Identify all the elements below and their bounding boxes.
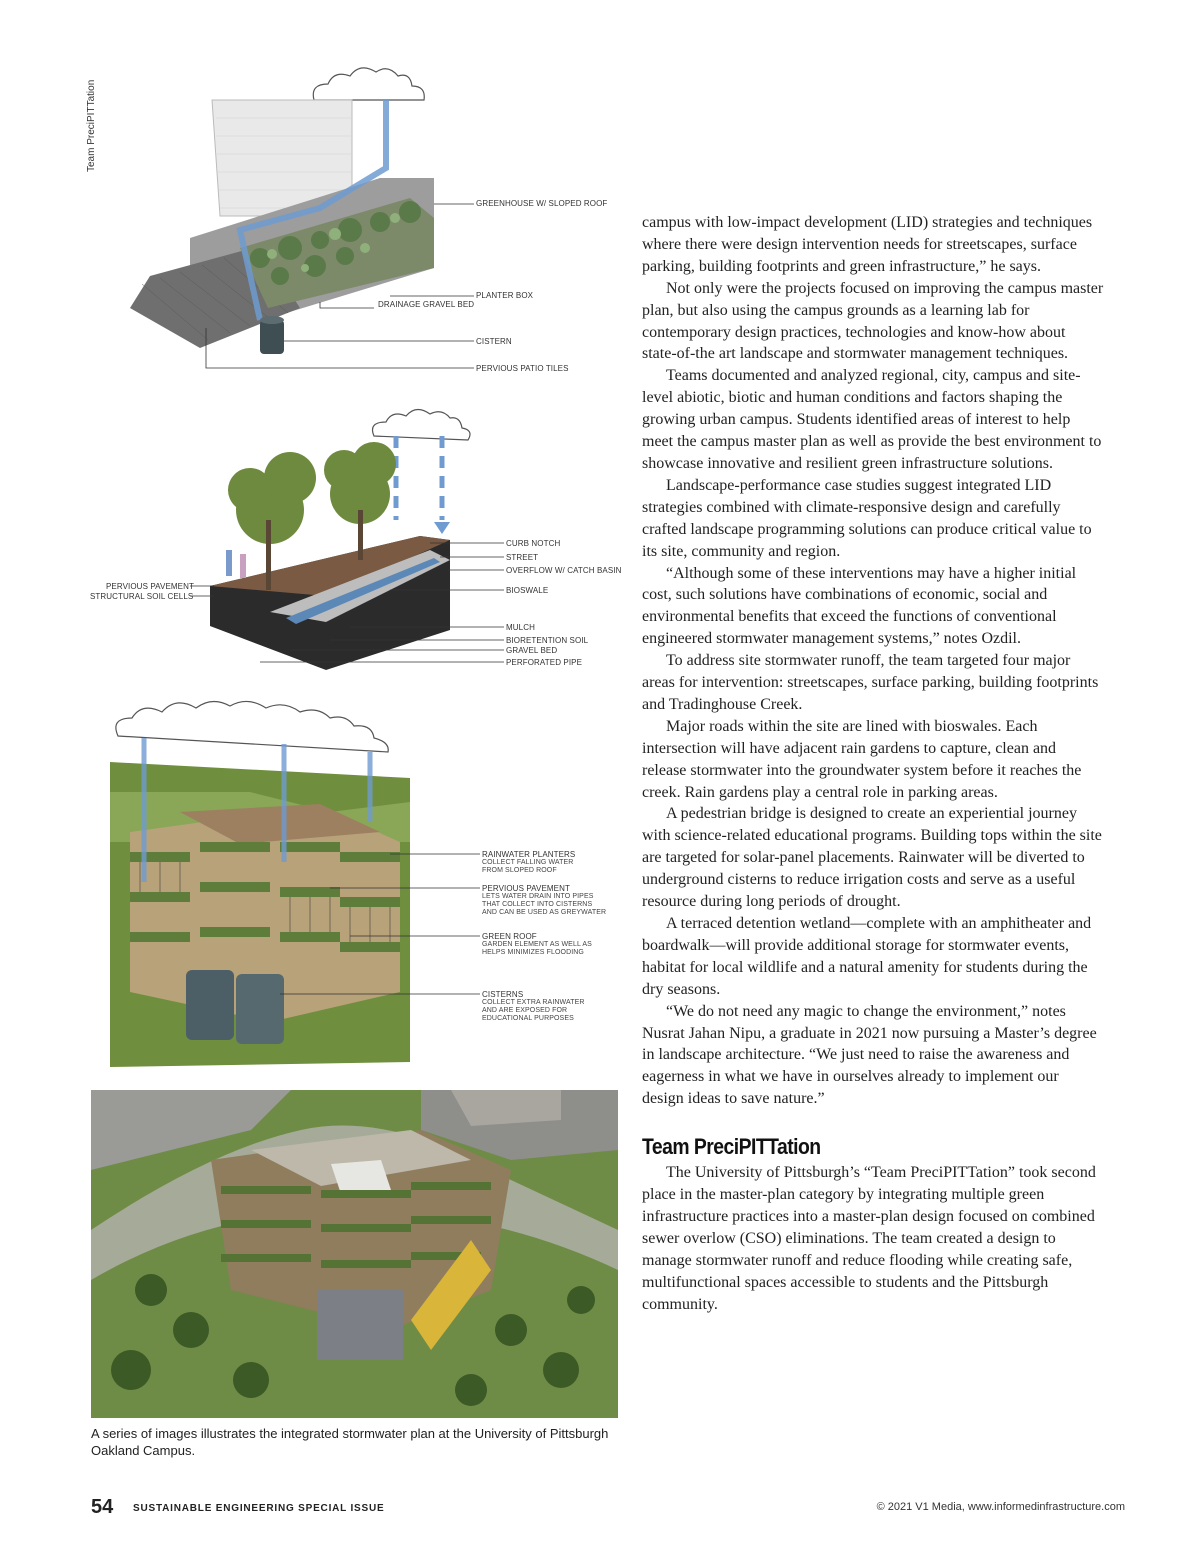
callout-green-roof-title: GREEN ROOF	[482, 932, 537, 941]
callout-drainage-gravel-bed: DRAINAGE GRAVEL BED	[378, 300, 475, 309]
callout-planter-box: PLANTER BOX	[476, 291, 534, 300]
figure-caption: A series of images illustrates the integrated stormwater plan at the University of Pittsburgh Oakland Campus.	[91, 1426, 609, 1458]
callout-cisterns-title: CISTERNS	[482, 990, 524, 999]
paragraph: Landscape-performance case studies suggest integrated LID strategies combined with climate-responsive design and carefully crafted landscape programming solutions can produce critical value to its site, community and region.	[642, 476, 1092, 560]
callout-gravel-bed: GRAVEL BED	[506, 646, 558, 655]
cloud-icon	[116, 701, 388, 752]
callout-curb-notch: CURB NOTCH	[506, 539, 561, 548]
callout-structural-soil-cells: STRUCTURAL SOIL CELLS	[90, 592, 194, 601]
rain-arrow-icon	[434, 522, 450, 534]
paragraph: To address site stormwater runoff, the team targeted four major areas for intervention: streetscapes, surface parking, building footprints and Tradinghouse Creek.	[642, 652, 1099, 713]
callout-bioswale: BIOSWALE	[506, 586, 549, 595]
cistern-right-icon	[236, 974, 284, 1044]
figure-greenhouse-diagram	[90, 58, 620, 388]
callout-sub-line: AND CAN BE USED AS GREYWATER	[482, 909, 607, 916]
callout-mulch: MULCH	[506, 623, 535, 632]
figure-building-planters-diagram	[90, 692, 620, 1070]
paragraph: campus with low-impact development (LID) strategies and techniques where there were design intervention needs for streetscapes, surface parking, building footprints and green infrastructure,” he says.	[642, 214, 1093, 275]
page-footer	[91, 1496, 1131, 1526]
callout-rainwater-planters	[482, 850, 575, 875]
callout-sub-line: COLLECT EXTRA RAINWATER	[482, 999, 585, 1006]
callout-street: STREET	[506, 553, 539, 562]
section-heading: Team PreciPITTation	[642, 1134, 821, 1160]
greenhouse-illustration	[90, 58, 620, 388]
paragraph: “Although some of these interventions may have a higher initial cost, such solutions have combinations of economic, social and environmental benefits that exceed the functions of conventional engineered stormwater management systems,” notes Ozdil.	[642, 564, 1077, 648]
publication-name: SUSTAINABLE ENGINEERING SPECIAL ISSUE	[133, 1503, 385, 1514]
cistern-icon	[260, 320, 284, 354]
callout-sub-line: AND ARE EXPOSED FOR	[482, 1007, 568, 1014]
callout-pervious-patio-tiles: PERVIOUS PATIO TILES	[476, 364, 569, 373]
callout-sub-line: HELPS MINIMIZES FLOODING	[482, 949, 584, 956]
callout-sub-line: FROM SLOPED ROOF	[482, 867, 557, 874]
callout-greenhouse: GREENHOUSE W/ SLOPED ROOF	[476, 199, 608, 208]
side-label-text: Team PreciPITTation	[86, 79, 97, 172]
callout-pervious-pavement-title: PERVIOUS PAVEMENT	[482, 884, 570, 893]
paragraph: The University of Pittsburgh’s “Team PreciPITTation” took second place in the master-plan category by integrating multiple green infrastructure practices into a master-plan design focused on combined sewer overlow (CSO) eliminations. The team created a design to manage stormwater runoff and reduce flooding while creating safe, multifunctional spaces accessible to students and the Pittsburgh community.	[642, 1164, 1096, 1313]
cistern-base	[317, 1290, 403, 1360]
callout-sub-line: LETS WATER DRAIN INTO PIPES	[482, 893, 594, 900]
paragraph: “We do not need any magic to change the environment,” notes Nusrat Jahan Nipu, a graduate in 2021 now pursuing a Master’s degree in landscape architecture. “We just need to raise the awareness and eagerness in what we have in ourselves already to implement our design ideas to save nature.”	[642, 1002, 1097, 1108]
callout-green-roof	[482, 932, 592, 957]
callout-bioretention-soil: BIORETENTION SOIL	[506, 636, 589, 645]
callout-sub-line: EDUCATIONAL PURPOSES	[482, 1015, 574, 1022]
callout-pervious-pavement: PERVIOUS PAVEMENT	[106, 582, 194, 591]
cistern-left-icon	[186, 970, 234, 1040]
article-body	[642, 212, 1104, 1315]
callout-perforated-pipe: PERFORATED PIPE	[506, 658, 583, 667]
callout-overflow-catch-basin: OVERFLOW W/ CATCH BASIN	[506, 566, 622, 575]
callout-pervious-pavement-roof	[482, 884, 606, 917]
paragraph: A terraced detention wetland—complete with an amphitheater and boardwalk—will provide additional storage for stormwater events, habitat for local wildlife and a natural amenity for students during the dry seasons.	[642, 915, 1092, 998]
figure-campus-rendering	[91, 1090, 618, 1418]
paragraph: A pedestrian bridge is designed to create an experiential journey with science-related educational programs. Building tops within the site are targeted for solar-panel placements. Rainwater will be diverted to underground cisterns to reduce irrigation costs and serve as a useful resource during long periods of drought.	[642, 805, 1102, 911]
callout-sub-line: GARDEN ELEMENT AS WELL AS	[482, 941, 592, 948]
paragraph: Teams documented and analyzed regional, city, campus and site-level abiotic, biotic and human conditions and factors shaping the growing urban campus. Students identified areas of interest to help meet the campus master plan as well as provide the best environment to showcase innovative and resilient green infrastructure solutions.	[642, 367, 1102, 472]
callout-sub-line: COLLECT FALLING WATER	[482, 859, 574, 866]
figure-bioswale-diagram	[90, 400, 620, 690]
cloud-icon	[313, 68, 424, 100]
callout-cisterns	[482, 990, 585, 1023]
callout-rainwater-planters-title: RAINWATER PLANTERS	[482, 850, 576, 859]
page-number: 54	[91, 1496, 114, 1518]
paragraph: Not only were the projects focused on improving the campus master plan, but also using the campus grounds as a learning lab for contemporary design practices, technologies and know-how about state-of-the art landscape and stormwater management techniques.	[642, 279, 1104, 363]
paragraph: Major roads within the site are lined with bioswales. Each intersection will have adjacent rain gardens to capture, clean and release stormwater into the groundwater system before it reaches the creek. Rain gardens play a central role in parking areas.	[642, 717, 1082, 801]
cloud-icon	[373, 409, 471, 440]
callout-sub-line: THAT COLLECT INTO CISTERNS	[482, 901, 593, 908]
campus-aerial-rendering	[91, 1090, 618, 1418]
callout-cistern: CISTERN	[476, 337, 512, 346]
copyright-notice: © 2021 V1 Media, www.informedinfrastructure.com	[876, 1501, 1125, 1513]
